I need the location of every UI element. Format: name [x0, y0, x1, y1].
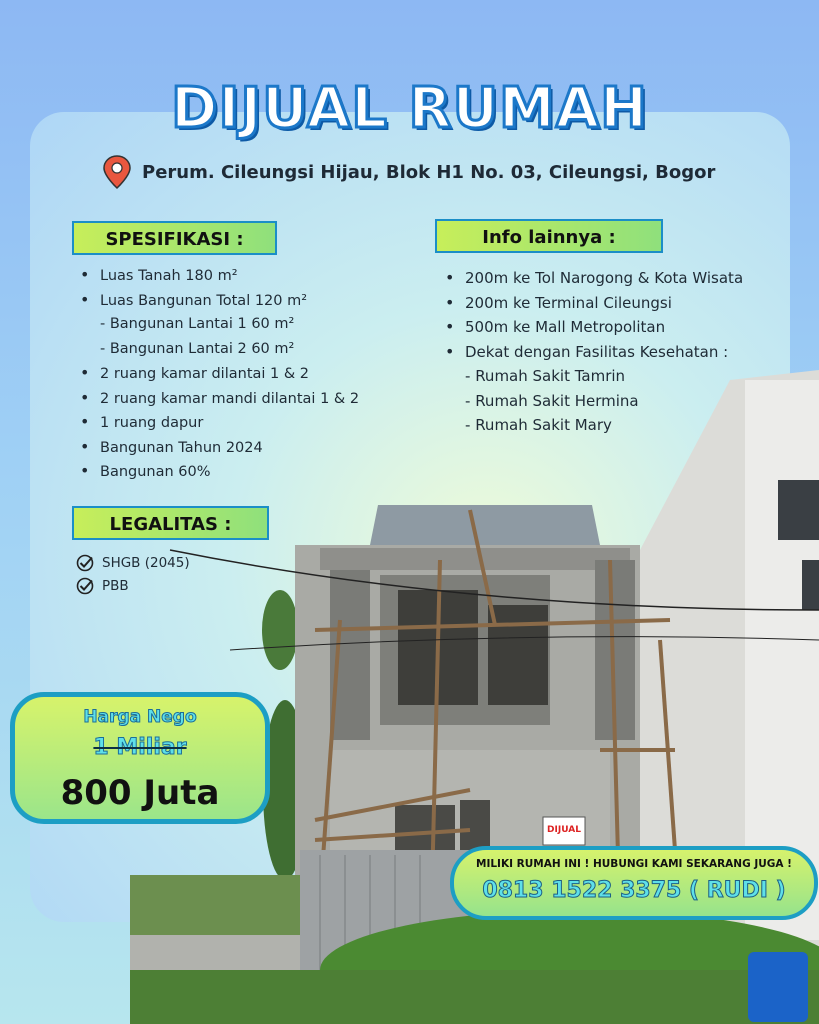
list-item: • 200m ke Tol Narogong & Kota Wisata — [445, 266, 743, 291]
legal-item — [76, 577, 129, 595]
list-item: • 2 ruang kamar dilantai 1 & 2 — [80, 361, 359, 386]
address — [102, 152, 715, 192]
legal-text: PBB — [102, 578, 129, 594]
sale-sign: DIJUAL — [547, 825, 581, 835]
list-item: • 500m ke Mall Metropolitan — [445, 315, 743, 340]
spesifikasi-heading: SPESIFIKASI : — [72, 221, 277, 255]
price-label: Harga Nego — [83, 707, 197, 727]
list-item: • Luas Bangunan Total 120 m² — [80, 288, 359, 313]
new-price: 800 Juta — [60, 773, 220, 813]
list-item: • Dekat dengan Fasilitas Kesehatan : — [445, 340, 743, 365]
old-price: 1 Miliar — [93, 735, 187, 760]
list-item: - Bangunan Lantai 2 60 m² — [80, 337, 359, 362]
info-heading: Info lainnya : — [435, 219, 663, 253]
list-item: • Bangunan Tahun 2024 — [80, 435, 359, 460]
list-item: - Rumah Sakit Tamrin — [445, 364, 743, 389]
price-badge — [10, 692, 270, 824]
list-item: - Rumah Sakit Hermina — [445, 389, 743, 414]
location-pin-icon — [102, 154, 132, 190]
list-item: • 2 ruang kamar mandi dilantai 1 & 2 — [80, 386, 359, 411]
legal-item — [76, 554, 190, 572]
check-icon — [76, 554, 94, 572]
legal-text: SHGB (2045) — [102, 555, 190, 571]
list-item: • 200m ke Terminal Cileungsi — [445, 291, 743, 316]
page-title: DIJUAL RUMAH — [171, 76, 648, 141]
list-item: - Rumah Sakit Mary — [445, 413, 743, 438]
list-item: • 1 ruang dapur — [80, 410, 359, 435]
contact-badge — [450, 846, 818, 920]
info-list — [445, 266, 743, 438]
list-item: • Bangunan 60% — [80, 459, 359, 484]
check-icon — [76, 577, 94, 595]
contact-cta: MILIKI RUMAH INI ! HUBUNGI KAMI SEKARANG JUGA ! — [476, 858, 792, 870]
list-item: • Luas Tanah 180 m² — [80, 263, 359, 288]
list-item: - Bangunan Lantai 1 60 m² — [80, 312, 359, 337]
contact-phone[interactable]: 0813 1522 3375 ( RUDI ) — [482, 878, 786, 903]
spesifikasi-list — [80, 263, 359, 484]
address-text: Perum. Cileungsi Hijau, Blok H1 No. 03, Cileungsi, Bogor — [142, 161, 716, 183]
legalitas-heading: LEGALITAS : — [72, 506, 269, 540]
